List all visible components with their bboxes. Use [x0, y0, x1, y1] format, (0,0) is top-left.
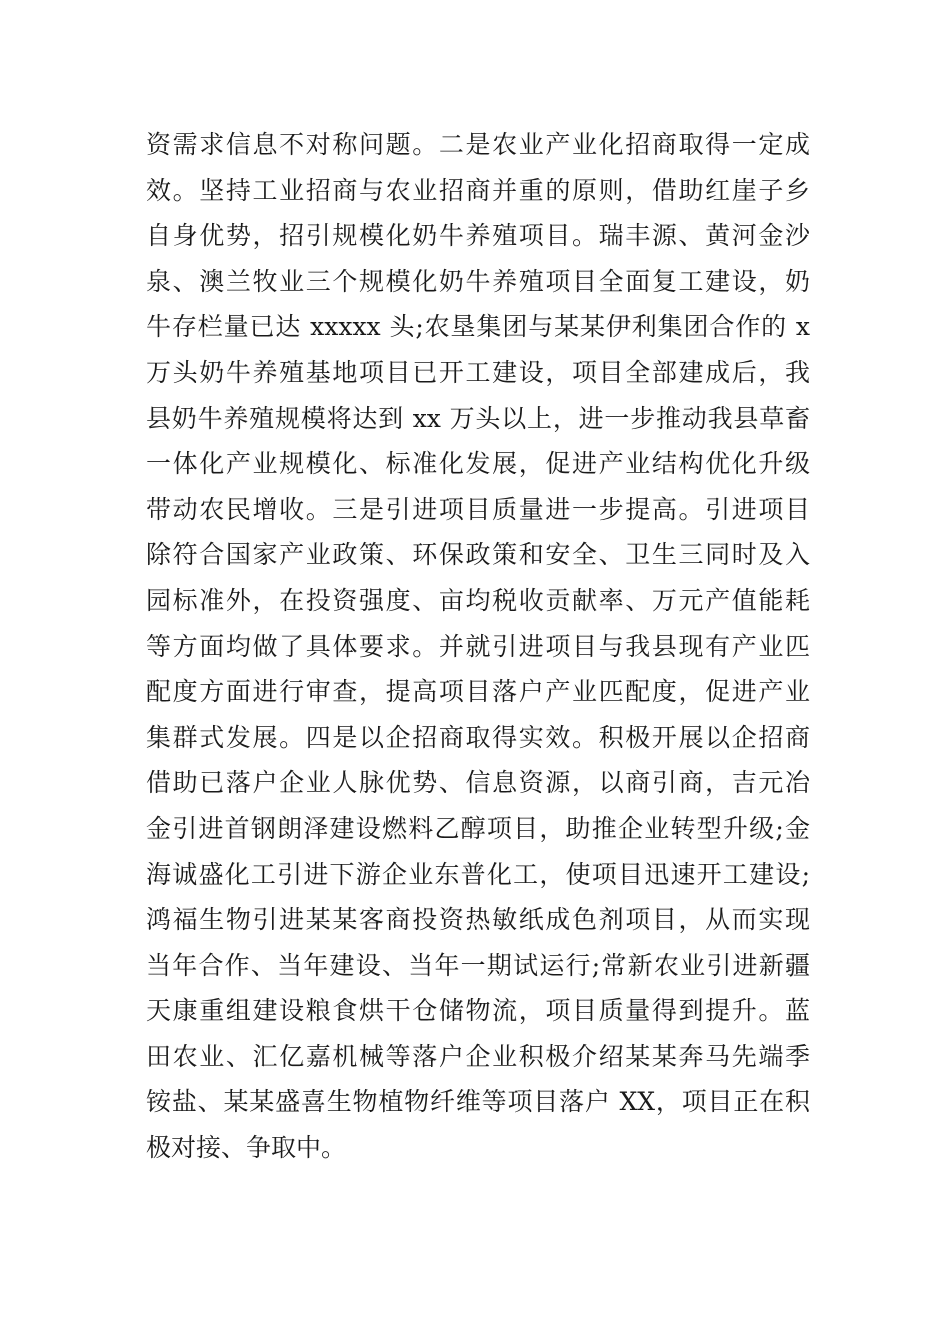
text-line: 金引进首钢朗泽建设燃料乙醇项目，助推企业转型升级;金	[146, 813, 810, 843]
text-line: 鸿福生物引进某某客商投资热敏纸成色剂项目，从而实现	[146, 905, 810, 935]
text-line: 效。坚持工业招商与农业招商并重的原则，借助红崖子乡	[146, 175, 810, 205]
text-line: 天康重组建设粮食烘干仓储物流，项目质量得到提升。蓝	[146, 996, 810, 1026]
text-line: 一体化产业规模化、标准化发展，促进产业结构优化升级	[146, 449, 810, 479]
text-line: 海诚盛化工引进下游企业东普化工，使项目迅速开工建设;	[146, 859, 810, 889]
text-line: 万头奶牛养殖基地项目已开工建设，项目全部建成后，我	[146, 357, 810, 387]
text-line: 极对接、争取中。	[146, 1133, 347, 1163]
text-line: 配度方面进行审查，提高项目落户产业匹配度，促进产业	[146, 677, 810, 707]
text-line: 县奶牛养殖规模将达到 xx 万头以上，进一步推动我县草畜	[146, 403, 810, 433]
text-line: 园标准外，在投资强度、亩均税收贡献率、万元产值能耗	[146, 585, 810, 615]
text-line: 等方面均做了具体要求。并就引进项目与我县现有产业匹	[146, 631, 810, 661]
text-line: 自身优势，招引规模化奶牛养殖项目。瑞丰源、黄河金沙	[146, 221, 810, 251]
text-line: 借助已落户企业人脉优势、信息资源，以商引商，吉元冶	[146, 768, 810, 798]
body-text	[146, 122, 810, 1171]
text-line: 泉、澳兰牧业三个规模化奶牛养殖项目全面复工建设，奶	[146, 266, 810, 296]
text-line: 除符合国家产业政策、环保政策和安全、卫生三同时及入	[146, 540, 810, 570]
text-line: 当年合作、当年建设、当年一期试运行;常新农业引进新疆	[146, 950, 810, 980]
text-line: 集群式发展。四是以企招商取得实效。积极开展以企招商	[146, 722, 810, 752]
text-line: 资需求信息不对称问题。二是农业产业化招商取得一定成	[146, 130, 810, 159]
text-line: 牛存栏量已达 xxxxx 头;农垦集团与某某伊利集团合作的 x	[146, 312, 810, 342]
text-line: 铵盐、某某盛喜生物植物纤维等项目落户 XX，项目正在积	[146, 1087, 810, 1117]
text-line: 带动农民增收。三是引进项目质量进一步提高。引进项目	[146, 494, 810, 524]
text-line: 田农业、汇亿嘉机械等落户企业积极介绍某某奔马先端季	[146, 1041, 810, 1071]
